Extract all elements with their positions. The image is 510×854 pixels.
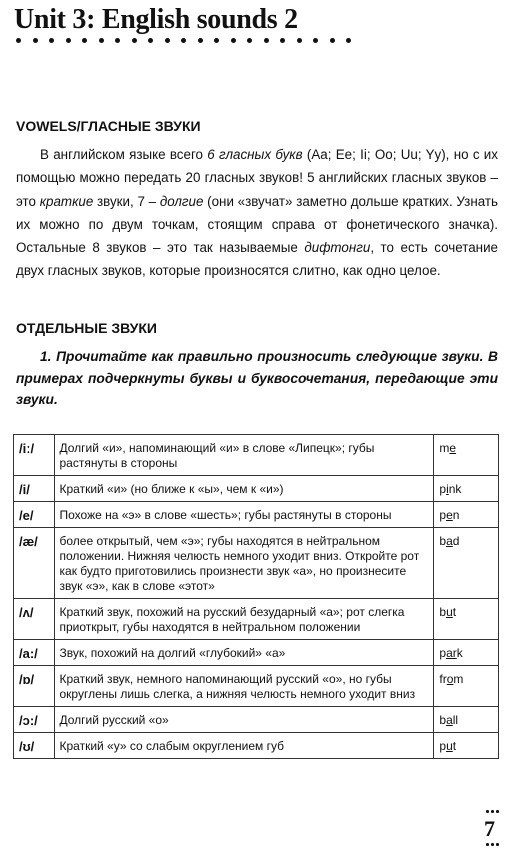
dot bbox=[198, 38, 203, 43]
example-underlined-letters: e bbox=[446, 508, 453, 522]
example-underlined-letters: o bbox=[446, 672, 454, 686]
dot bbox=[33, 38, 38, 43]
example-suffix: t bbox=[452, 739, 457, 753]
unit-title: Unit 3: English sounds 2 bbox=[14, 4, 298, 35]
page-number: 7 bbox=[484, 816, 495, 841]
separate-sounds-heading: ОТДЕЛЬНЫЕ ЗВУКИ bbox=[16, 320, 157, 336]
table-row bbox=[14, 640, 499, 666]
dot bbox=[496, 843, 499, 846]
example-underlined-letters: u bbox=[446, 739, 453, 753]
sound-symbol: /ʊ/ bbox=[14, 733, 55, 759]
example-prefix: b bbox=[439, 534, 447, 548]
dot bbox=[313, 38, 318, 43]
table-row bbox=[14, 733, 499, 759]
example-word bbox=[434, 666, 499, 707]
dot bbox=[132, 38, 137, 43]
example-underlined-letters: i bbox=[446, 482, 449, 496]
dot bbox=[297, 38, 302, 43]
sound-description: Долгий «и», напоминающий «и» в слове «Липецк»; губы растянуты в стороны bbox=[54, 435, 434, 476]
example-prefix: b bbox=[439, 713, 447, 727]
example-suffix: d bbox=[452, 534, 460, 548]
title-dotted-rule bbox=[16, 38, 356, 46]
dot bbox=[486, 810, 489, 813]
example-suffix: ll bbox=[452, 713, 459, 727]
example-word bbox=[434, 599, 499, 640]
sound-symbol: /ɔ:/ bbox=[14, 707, 55, 733]
intro-paragraph: В английском языке всего 6 гласных букв (Aa; Ee; Ii; Oo; Uu; Yy), но с их помощью можно передать 20 гласных звуков! 5 английских гласных звуков – это краткие звуки, 7 – долгие (они «звучат» заметно дольше кратких. Узнать их можно по двум точкам, стоящим справа от фонетического значка). Остальные 8 звуков – это так называемые дифтонги, то есть сочетание двух гласных звуков, которые произносятся слитно, как одно целое. bbox=[16, 147, 498, 279]
sound-description: Долгий русский «о» bbox=[54, 707, 434, 733]
dot bbox=[49, 38, 54, 43]
dot bbox=[181, 38, 186, 43]
example-prefix: p bbox=[439, 482, 447, 496]
sound-symbol: /a:/ bbox=[14, 640, 55, 666]
table-row bbox=[14, 528, 499, 599]
table-row bbox=[14, 707, 499, 733]
dot bbox=[486, 843, 489, 846]
dot bbox=[346, 38, 351, 43]
dot bbox=[148, 38, 153, 43]
dot bbox=[280, 38, 285, 43]
dot bbox=[491, 810, 494, 813]
example-suffix: t bbox=[452, 605, 457, 619]
sound-symbol: /æ/ bbox=[14, 528, 55, 599]
sound-symbol: /i/ bbox=[14, 476, 55, 502]
example-word bbox=[434, 733, 499, 759]
dot bbox=[115, 38, 120, 43]
table-row bbox=[14, 666, 499, 707]
sound-symbol: /ɒ/ bbox=[14, 666, 55, 707]
exercise-instruction: 1. Прочитайте как правильно произносить следующие звуки. В примерах подчеркнуты буквы и буквосочетания, передающие эти звуки. bbox=[16, 349, 498, 407]
sound-description: Звук, похожий на долгий «глубокий» «а» bbox=[54, 640, 434, 666]
sound-description: более открытый, чем «э»; губы находятся в нейтральном положении. Нижняя челюсть немного уходит вниз. Откройте рот как будто приготовились произнести звук «а», но произнесите звук «э», как в слове «этот» bbox=[54, 528, 434, 599]
table-row bbox=[14, 435, 499, 476]
table-row bbox=[14, 599, 499, 640]
sound-symbol: /ʌ/ bbox=[14, 599, 55, 640]
example-prefix: p bbox=[439, 508, 447, 522]
example-underlined-letters: ar bbox=[446, 646, 457, 660]
page-number-dots-top bbox=[486, 810, 500, 814]
example-word bbox=[434, 707, 499, 733]
example-prefix: b bbox=[439, 605, 447, 619]
dot bbox=[247, 38, 252, 43]
example-prefix: m bbox=[439, 441, 450, 455]
example-underlined-letters: a bbox=[446, 713, 453, 727]
sound-description: Краткий звук, похожий на русский безударный «а»; рот слегка приоткрыт, губы находятся в нейтральном положении bbox=[54, 599, 434, 640]
example-suffix: k bbox=[456, 646, 463, 660]
sound-description: Краткий звук, немного напоминающий русский «о», но губы округлены лишь слегка, а нижняя челюсть немного уходит вниз bbox=[54, 666, 434, 707]
vowels-heading: VOWELS/ГЛАСНЫЕ ЗВУКИ bbox=[16, 118, 201, 134]
dot bbox=[231, 38, 236, 43]
page-number-dots-bottom bbox=[486, 843, 500, 847]
example-suffix: m bbox=[453, 672, 464, 686]
dot bbox=[165, 38, 170, 43]
sound-symbol: /iː/ bbox=[14, 435, 55, 476]
sounds-table bbox=[13, 434, 499, 759]
dot bbox=[82, 38, 87, 43]
table-row bbox=[14, 476, 499, 502]
example-word bbox=[434, 476, 499, 502]
dot bbox=[496, 810, 499, 813]
example-word bbox=[434, 640, 499, 666]
example-word bbox=[434, 502, 499, 528]
sound-description: Похоже на «э» в слове «шесть»; губы растянуты в стороны bbox=[54, 502, 434, 528]
example-word bbox=[434, 435, 499, 476]
dot bbox=[264, 38, 269, 43]
example-suffix: nk bbox=[448, 482, 462, 496]
table-row bbox=[14, 502, 499, 528]
example-underlined-letters: e bbox=[449, 441, 457, 455]
example-suffix: n bbox=[452, 508, 460, 522]
dot bbox=[99, 38, 104, 43]
example-underlined-letters: a bbox=[446, 534, 453, 548]
dot bbox=[16, 38, 21, 43]
example-prefix: p bbox=[439, 739, 447, 753]
sound-symbol: /e/ bbox=[14, 502, 55, 528]
dot bbox=[491, 843, 494, 846]
example-prefix: fr bbox=[439, 672, 447, 686]
example-prefix: p bbox=[439, 646, 447, 660]
example-word bbox=[434, 528, 499, 599]
dot bbox=[214, 38, 219, 43]
example-underlined-letters: u bbox=[446, 605, 453, 619]
dot bbox=[330, 38, 335, 43]
sound-description: Краткий «у» со слабым округлением губ bbox=[54, 733, 434, 759]
dot bbox=[66, 38, 71, 43]
sound-description: Краткий «и» (но ближе к «ы», чем к «и») bbox=[54, 476, 434, 502]
